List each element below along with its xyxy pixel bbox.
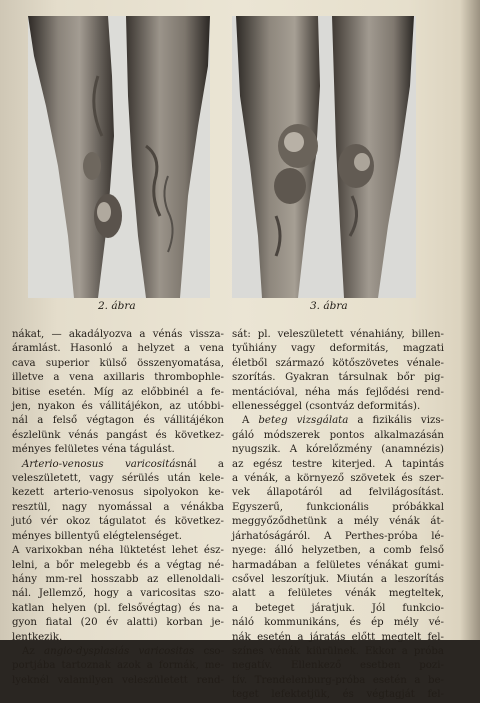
italic-term: Arterio-venosus varicositás bbox=[22, 458, 181, 470]
text-line: jen, nyakon és vállitájékon, az utóbbi- bbox=[12, 401, 224, 413]
text-line: gáló módszerek pontos alkalmazásán bbox=[232, 429, 444, 441]
figure-2-caption: 2. ábra bbox=[98, 300, 136, 312]
text-line: észlelünk vénás pangást és következ- bbox=[12, 429, 224, 441]
paragraph bbox=[232, 414, 444, 702]
text-line: resztül, nagy nyomással a vénákba bbox=[12, 501, 224, 513]
text-line: az egész testre kiterjed. A tapintás bbox=[232, 458, 444, 470]
text-line: kezett arterio-venosus sipolyokon ke- bbox=[12, 487, 224, 499]
text-line: gyon fiatal (20 év alatti) korban je- bbox=[12, 617, 224, 629]
text-line: katlan helyen (pl. felsővégtag) és na- bbox=[12, 602, 224, 614]
text-line: jutó vér okoz tágulatot és következ- bbox=[12, 516, 224, 528]
text-line: a beteget járatjuk. Jól funkcio- bbox=[232, 602, 444, 614]
text-line: teget lefektetjük, és végtagját fel- bbox=[232, 689, 444, 701]
text-line: veleszületett, vagy sérülés után kele- bbox=[12, 473, 224, 485]
text-line: vek állapotáról ad felvilágosítást. bbox=[232, 487, 444, 499]
text-line bbox=[12, 458, 224, 472]
text-line: szorítás. Gyakran társulnak bőr pig- bbox=[232, 372, 444, 384]
text-line: nál. Jellemző, hogy a varicositas szo- bbox=[12, 588, 224, 600]
right-text-column bbox=[232, 328, 444, 703]
text-line: lentkezik. bbox=[12, 631, 63, 643]
text-line: nyege: álló helyzetben, a comb felső bbox=[232, 545, 444, 557]
text-line: harmadában a felületes vénákat gumi- bbox=[232, 559, 444, 571]
text-line: nák esetén a járatás előtt megtelt fel- bbox=[232, 631, 444, 643]
text-line: színes vénák kiürülnek. Ekkor a próba bbox=[232, 645, 444, 657]
text-fragment: Az bbox=[22, 645, 45, 657]
paragraph bbox=[232, 328, 444, 414]
text-line: járhatóságáról. A Perthes-próba lé- bbox=[232, 530, 444, 542]
text-line: sát: pl. veleszületett vénahiány, billen- bbox=[232, 329, 444, 340]
text-line: tív. Trendelenburg-próba esetén a be- bbox=[232, 674, 444, 686]
text-line: ellenességgel (csontváz deformitás). bbox=[232, 401, 421, 413]
italic-term: beteg vizsgálata bbox=[258, 415, 349, 427]
text-line: A varixokban néha lüktetést lehet ész- bbox=[12, 545, 224, 557]
text-line: ményes billentyű elégtelenséget. bbox=[12, 530, 182, 542]
text-fragment: A bbox=[242, 415, 259, 427]
left-text-column bbox=[12, 328, 224, 688]
text-line: lyeknél valamilyen veleszületett rend- bbox=[12, 674, 224, 686]
text-line: cava superior külső összenyomatása, bbox=[12, 357, 224, 369]
text-line: tyűhiány vagy deformitás, magzati bbox=[232, 343, 444, 355]
paragraph bbox=[12, 458, 224, 645]
text-line: hány mm-rel hosszabb az ellenoldali- bbox=[12, 573, 224, 585]
text-line: bitise esetén. Míg az előbbinél a fe- bbox=[12, 386, 224, 398]
paragraph bbox=[12, 328, 224, 458]
legs-photo-image bbox=[28, 16, 210, 298]
text-line: a vénák, a környező szövetek és szer- bbox=[232, 473, 444, 485]
text-line: csővel leszorítjuk. Miután a leszorítás bbox=[232, 573, 444, 585]
text-line bbox=[12, 645, 224, 659]
figure-2-photo bbox=[28, 16, 210, 298]
text-fragment: nál a bbox=[180, 458, 224, 470]
text-line: ményes felületes véna tágulást. bbox=[12, 444, 175, 456]
text-line: nál a felső végtagon és vállitájékon bbox=[12, 415, 224, 427]
figure-3-photo bbox=[232, 16, 416, 298]
text-line: Egyszerű, funkcionális próbákkal bbox=[232, 501, 444, 513]
paragraph bbox=[12, 645, 224, 688]
text-line: mentációval, néha más fejlődési rend- bbox=[232, 386, 444, 398]
text-line: alatt a felületes vénák megteltek, bbox=[232, 588, 444, 600]
text-fragment: a fizikális vizs- bbox=[348, 415, 444, 427]
text-line: portjába tartoznak azok a formák, me- bbox=[12, 660, 224, 672]
text-line: áramlást. Hasonló a helyzet a vena bbox=[12, 343, 224, 355]
legs-photo-image bbox=[232, 16, 416, 298]
text-line bbox=[232, 414, 444, 428]
text-line: nyugszik. A kórelőzmény (anamnézis) bbox=[232, 444, 444, 456]
italic-term: angio-dysplasiás varicositas bbox=[44, 645, 195, 657]
text-line: negatív. Ellenkező esetben pozi- bbox=[232, 660, 444, 672]
text-line: életből származó kötőszövetes vénale- bbox=[232, 357, 444, 369]
figure-3-caption: 3. ábra bbox=[310, 300, 348, 312]
text-line: illetve a vena axillaris thrombophle- bbox=[12, 372, 224, 384]
text-fragment: cso- bbox=[194, 645, 225, 657]
text-line: náló kommunikáns, és ép mély vé- bbox=[232, 617, 444, 629]
page-edge-shadow bbox=[460, 0, 480, 640]
text-line: lelni, a bőr melegebb és a végtag né- bbox=[12, 559, 224, 571]
text-line: meggyőződhetünk a mély vénák át- bbox=[232, 516, 444, 528]
text-line: nákat, — akadályozva a vénás vissza- bbox=[12, 329, 224, 340]
